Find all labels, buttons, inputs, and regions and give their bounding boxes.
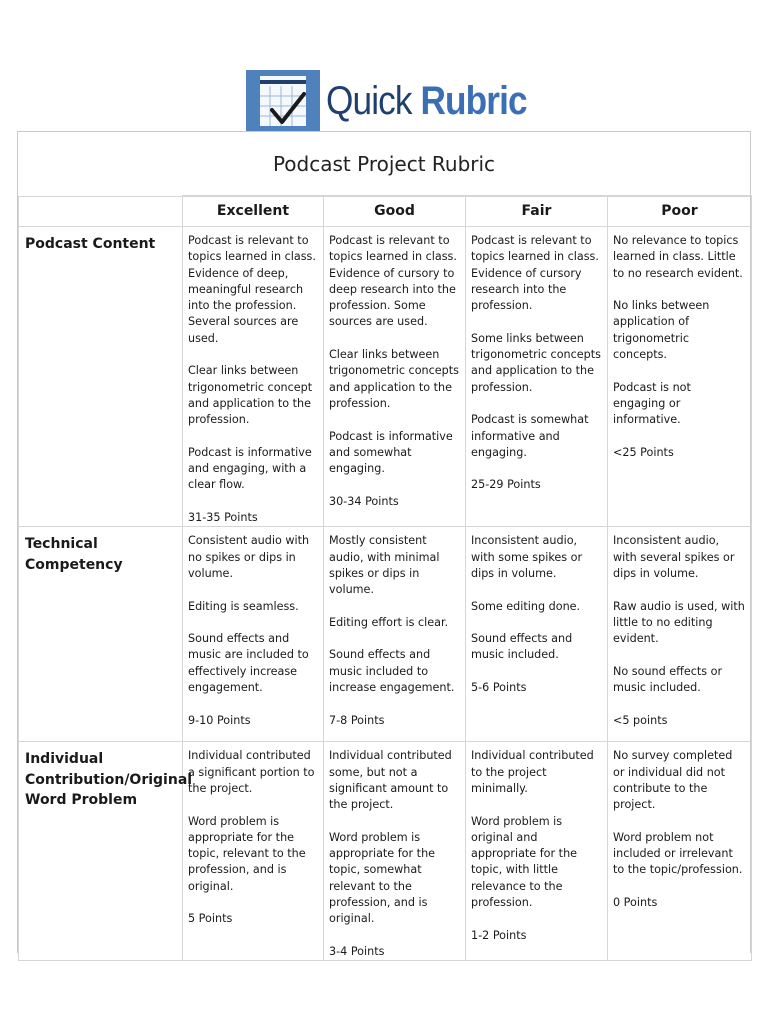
cell-text: Podcast is informative and somewhat engaging. (329, 429, 453, 476)
cell-text: No sound effects or music included. (613, 664, 723, 695)
rubric-cell (466, 742, 608, 961)
rubric-title: Podcast Project Rubric (18, 132, 750, 197)
header-row (19, 196, 752, 227)
cell-text: No relevance to topics learned in class. Little to no research evident. (613, 234, 743, 280)
cell-text: Sound effects and music included to increase engagement. (329, 648, 455, 695)
rubric-cell (324, 527, 466, 742)
cell-points: 5-6 Points (471, 681, 527, 695)
cell-text: Mostly consistent audio, with minimal spikes or dips in volume. (329, 534, 440, 597)
cell-text: Inconsistent audio, with several spikes or dips in volume. (613, 534, 735, 580)
cell-points: 9-10 Points (188, 713, 251, 727)
cell-text: Word problem is appropriate for the topic, relevant to the profession, and is original. (188, 814, 306, 893)
cell-text: Inconsistent audio, with some spikes or dips in volume. (471, 534, 583, 580)
cell-text: Podcast is relevant to topics learned in class. Evidence of cursory research into the profession. (471, 234, 599, 313)
cell-points: <25 Points (613, 445, 674, 459)
cell-points: <5 points (613, 713, 668, 727)
cell-text: Individual contributed some, but not a significant amount to the project. (329, 749, 452, 812)
rubric-cell (466, 227, 608, 527)
cell-text: Podcast is relevant to topics learned in class. Evidence of deep, meaningful research into the profession. Several sources are used. (188, 234, 316, 345)
header-good: Good (324, 196, 466, 227)
cell-text: Podcast is not engaging or informative. (613, 380, 691, 427)
cell-text: Individual contributed to the project minimally. (471, 749, 594, 795)
cell-text: Sound effects and music are included to effectively increase engagement. (188, 632, 309, 695)
cell-text: No links between application of trigonometric concepts. (613, 299, 710, 362)
cell-text: Some editing done. (471, 599, 581, 613)
cell-text: No survey completed or individual did not contribute to the project. (613, 749, 733, 812)
cell-text: Some links between trigonometric concepts and application to the profession. (471, 331, 601, 394)
cell-text: Editing effort is clear. (329, 615, 449, 629)
cell-text: Clear links between trigonometric concepts and application to the profession. (329, 348, 459, 410)
cell-text: Consistent audio with no spikes or dips in volume. (188, 534, 310, 580)
header-poor: Poor (608, 196, 752, 227)
table-row (19, 742, 752, 961)
table-row (19, 527, 752, 742)
logo-word-quick: Quick (326, 79, 412, 123)
rubric-frame (17, 131, 751, 958)
cell-points: 7-8 Points (329, 713, 385, 727)
cell-text: Word problem is original and appropriate for the topic, with little relevance to the profession. (471, 814, 578, 910)
header-excellent: Excellent (183, 196, 324, 227)
rubric-cell (608, 527, 752, 742)
criterion-label: Podcast Content (19, 227, 183, 527)
logo-wordmark (326, 81, 527, 121)
cell-points: 25-29 Points (471, 478, 541, 492)
rubric-cell (324, 227, 466, 527)
cell-text: Podcast is somewhat informative and engaging. (471, 413, 589, 459)
rubric-cell (608, 742, 752, 961)
header-blank-cell (19, 196, 183, 227)
logo-word-rubric: Rubric (420, 79, 527, 123)
rubric-cell (183, 527, 324, 742)
rubric-table (18, 195, 752, 961)
rubric-cell (183, 227, 324, 527)
cell-text: Clear links between trigonometric concept and application to the profession. (188, 364, 313, 427)
cell-text: Podcast is relevant to topics learned in class. Evidence of cursory to deep research into the profession. Some sources are used. (329, 234, 457, 329)
quick-rubric-logo (246, 70, 554, 132)
cell-points: 5 Points (188, 912, 233, 926)
cell-points: 1-2 Points (471, 928, 527, 942)
cell-points: 0 Points (613, 896, 658, 910)
rubric-cell (183, 742, 324, 961)
cell-text: Raw audio is used, with little to no editing evident. (613, 599, 745, 646)
rubric-checkmark-icon (246, 70, 320, 132)
cell-text: Word problem not included or irrelevant to the topic/profession. (613, 830, 743, 877)
cell-points: 3-4 Points (329, 944, 385, 958)
cell-text: Podcast is informative and engaging, with a clear flow. (188, 445, 312, 492)
cell-text: Editing is seamless. (188, 599, 299, 613)
cell-points: 30-34 Points (329, 494, 399, 508)
cell-text: Word problem is appropriate for the topic, somewhat relevant to the profession, and is original. (329, 830, 436, 926)
criterion-label: Individual Contribution/Original Word Problem (19, 742, 183, 961)
criterion-label: Technical Competency (19, 527, 183, 742)
rubric-cell (608, 227, 752, 527)
table-row (19, 227, 752, 527)
cell-text: Individual contributed a significant portion to the project. (188, 749, 315, 795)
rubric-cell (466, 527, 608, 742)
rubric-cell (324, 742, 466, 961)
cell-text: Sound effects and music included. (471, 632, 573, 662)
cell-points: 31-35 Points (188, 511, 258, 525)
header-fair: Fair (466, 196, 608, 227)
